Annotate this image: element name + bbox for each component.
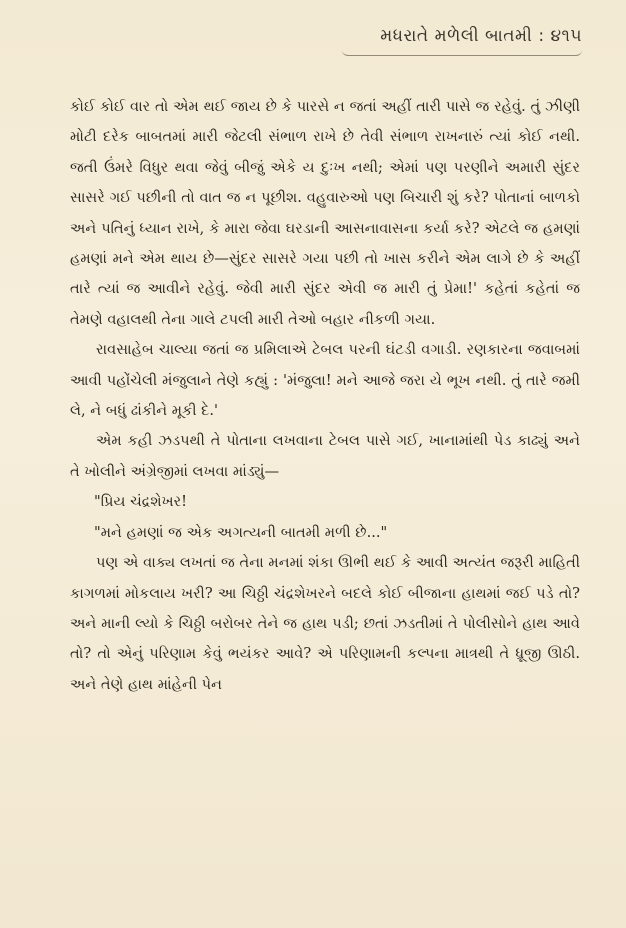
letter-salutation: "પ્રિય ચંદ્રશેખર! — [94, 493, 188, 511]
paragraph: રાવસાહેબ ચાલ્યા જતાં જ પ્રમિલાએ ટેબલ પરની ઘંટડી વગાડી. રણકારના જવાબમાં આવી પહોંચેલી મંજુલાને તેણે કહ્યું : 'મંજુલા! મને આજે જરા યે ભૂખ નથી. તું તારે જમી લે, ને બધું ઢાંકીને મૂકી દે.' — [70, 341, 580, 420]
paragraph: એમ કહી ઝડપથી તે પોતાના લખવાના ટેબલ પાસે ગઈ, ખાનામાંથી પેડ કાઢ્યું અને તે ખોલીને અંગ્રેજીમાં લખવા માંડ્યું— — [70, 432, 580, 480]
running-head: મધરાતે મળેલી બાતમી : ૪૧૫ — [380, 26, 582, 46]
paragraph: પણ એ વાક્ય લખતાં જ તેના મનમાં શંકા ઊભી થઈ કે આવી અત્યંત જરૂરી માહિતી કાગળમાં મોકલાય ખરી? આ ચિઠ્ઠી ચંદ્રશેખરને બદલે કોઈ બીજાના હાથમાં જઈ પડે તો? અને માની લ્યો કે ચિઠ્ઠી બરોબર તેને જ હાથ પડી; છતાં ઝડતીમાં તે પોલીસોને હાથ આવે તો? તો એનું પરિણામ કેવું ભયંકર આવે? એ પરિણામની કલ્પના માત્રથી તે ધ્રૂજી ઊઠી. અને તેણે હાથ માંહેની પેન — [70, 554, 580, 693]
body-text — [70, 92, 580, 700]
header-ornament-rule — [342, 49, 582, 56]
letter-line: "મને હમણાં જ એક અગત્યની બાતમી મળી છે..." — [94, 523, 388, 541]
paragraph: કોઈ કોઈ વાર તો એમ થઈ જાય છે કે પારસે ન જતાં અહીં તારી પાસે જ રહેવું. તું ઝીણી મોટી દરેક બાબતમાં મારી જેટલી સંભાળ રાખે છે તેવી સંભાળ રાખનારું ત્યાં કોઈ નથી. જતી ઉંમરે વિધુર થવા જેવું બીજું એકે ય દુઃખ નથી; એમાં પણ પરણીને અમારી સુંદર સાસરે ગઈ પછીની તો વાત જ ન પૂછીશ. વહુવારુઓ પણ બિચારી શું કરે? પોતાનાં બાળકો અને પતિનું ધ્યાન રાખે, કે મારા જેવા ઘરડાની આસનાવાસના કર્યા કરે? એટલે જ હમણાં હમણાં મને એમ થાય છે—સુંદર સાસરે ગયા પછી તો ખાસ કરીને એમ લાગે છે કે અહીં તારે ત્યાં જ આવીને રહેવું. જેવી મારી સુંદર એવી જ મારી તું પ્રેમા!' કહેતાં કહેતાં જ તેમણે વહાલથી તેના ગાલે ટપલી મારી તેઓ બહાર નીકળી ગયા. — [70, 98, 580, 328]
page-header — [342, 26, 582, 56]
